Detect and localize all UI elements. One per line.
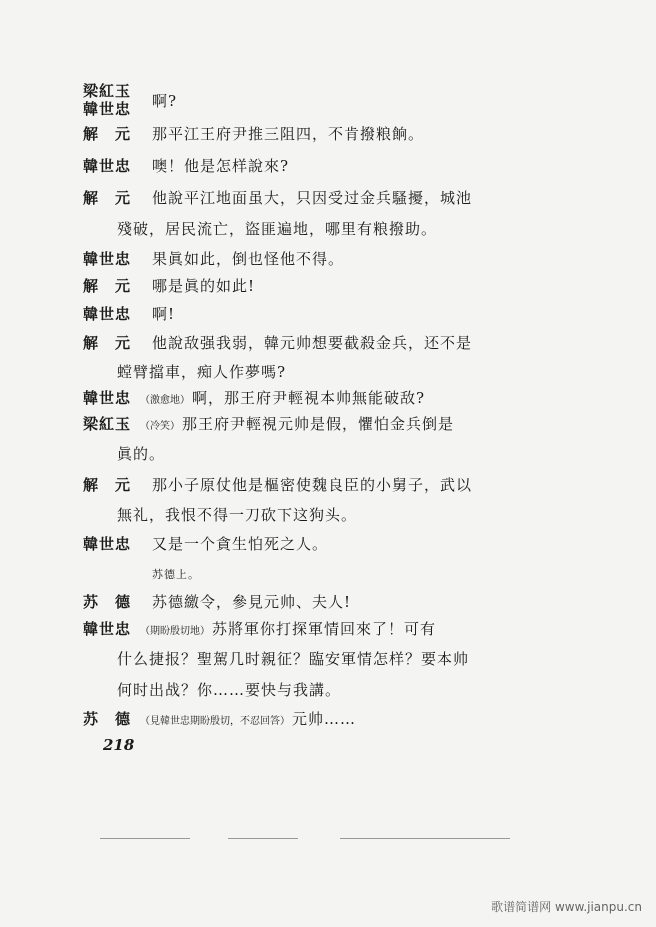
dialogue-line [152,125,424,143]
speaker-name: 解 元 [83,334,132,352]
speaker-name: 韓世忠 [83,305,132,323]
dialogue-text: 眞的。 [117,445,166,463]
speaker-name: 韓世忠 [83,157,132,175]
dialogue-text: 他說平江地面虽大，只因受过金兵騷擾，城池 [152,189,473,207]
dialogue-line [152,189,472,207]
speaker-name: 韓世忠 [83,100,132,118]
speaker-name: 梁紅玉 [83,82,132,100]
speaker-name: 梁紅玉 [83,415,132,433]
speaker-name: 韓世忠 [83,250,132,268]
scan-rule [228,838,298,839]
dialogue-line [140,415,454,436]
dialogue-text: 苏德繳令，參見元帅、夫人! [152,593,352,611]
dialogue-text: 什么捷报？聖駕几时親征？臨安軍情怎样？要本帅 [117,650,470,668]
speaker-name: 韓世忠 [83,389,132,407]
dialogue-text: 那平江王府尹推三阻四，不肯撥粮餉。 [152,125,425,143]
dialogue-line [152,92,177,110]
page-number: 218 [103,736,135,754]
speaker-name: 解 元 [83,189,132,207]
dialogue-text: 殘破，居民流亡，盜匪遍地，哪里有粮撥助。 [117,220,438,238]
scan-rule [100,838,190,839]
dialogue-line [117,220,437,238]
dialogue-line [152,476,472,494]
dialogue-line [117,445,165,463]
speaker-name: 解 元 [83,125,132,143]
watermark: 歌谱简谱网 www.jianpu.cn [491,900,642,914]
speaker-name: 解 元 [83,277,132,295]
speaker-name: 解 元 [83,476,132,494]
dialogue-text: 他說敌强我弱，韓元帅想要截殺金兵，还不是 [152,334,473,352]
dialogue-line [117,363,286,381]
stage-direction: （激愈地） [140,395,190,406]
scan-rule [340,838,510,839]
dialogue-line [152,277,255,295]
dialogue-line [152,157,289,175]
stage-direction: （見韓世忠期盼殷切，不忍回答） [140,716,290,727]
stage-direction: （期盼殷切地） [140,626,210,637]
dialogue-text: 啊! [152,305,176,323]
dialogue-text: 無礼，我恨不得一刀砍下这狗头。 [117,506,358,524]
dialogue-line [117,506,357,524]
dialogue-text: 何时出战？你……要快与我講。 [117,681,342,699]
dialogue-line [140,710,356,731]
dialogue-text: 果眞如此，倒也怪他不得。 [152,250,345,268]
dialogue-line [117,650,469,668]
dialogue-line [140,620,436,641]
speaker-name: 韓世忠 [83,535,132,553]
speaker-name: 苏 德 [83,710,132,728]
dialogue-line [152,334,472,352]
stage-direction: （冷笑） [140,421,180,432]
speaker-name: 韓世忠 [83,620,132,638]
dialogue-text: 噢！他是怎样說來? [152,157,290,175]
dialogue-text: 哪是眞的如此! [152,277,256,295]
dialogue-text: 苏將軍你打探軍情回來了！可有 [212,620,437,638]
dialogue-text: 啊，那王府尹輕視本帅無能破敌? [192,389,426,407]
dialogue-line [152,250,344,268]
dialogue-text: 螳臂擋車，痴人作夢嗎? [117,363,287,381]
dialogue-text: 又是一个貪生怕死之人。 [152,535,329,553]
dialogue-text: 那王府尹輕視元帅是假，懼怕金兵倒是 [182,415,455,433]
dialogue-line [152,593,351,611]
dialogue-line [152,305,175,323]
dialogue-text: 元帅…… [292,710,357,728]
dialogue-text: 啊? [152,92,178,110]
dialogue-text: 那小子原仗他是樞密使魏良臣的小舅子，武以 [152,476,473,494]
speaker-name: 苏 德 [83,593,132,611]
dialogue-line [117,681,341,699]
dialogue-line [140,389,425,410]
stage-direction: 苏德上。 [152,568,200,581]
dialogue-line [152,535,328,553]
